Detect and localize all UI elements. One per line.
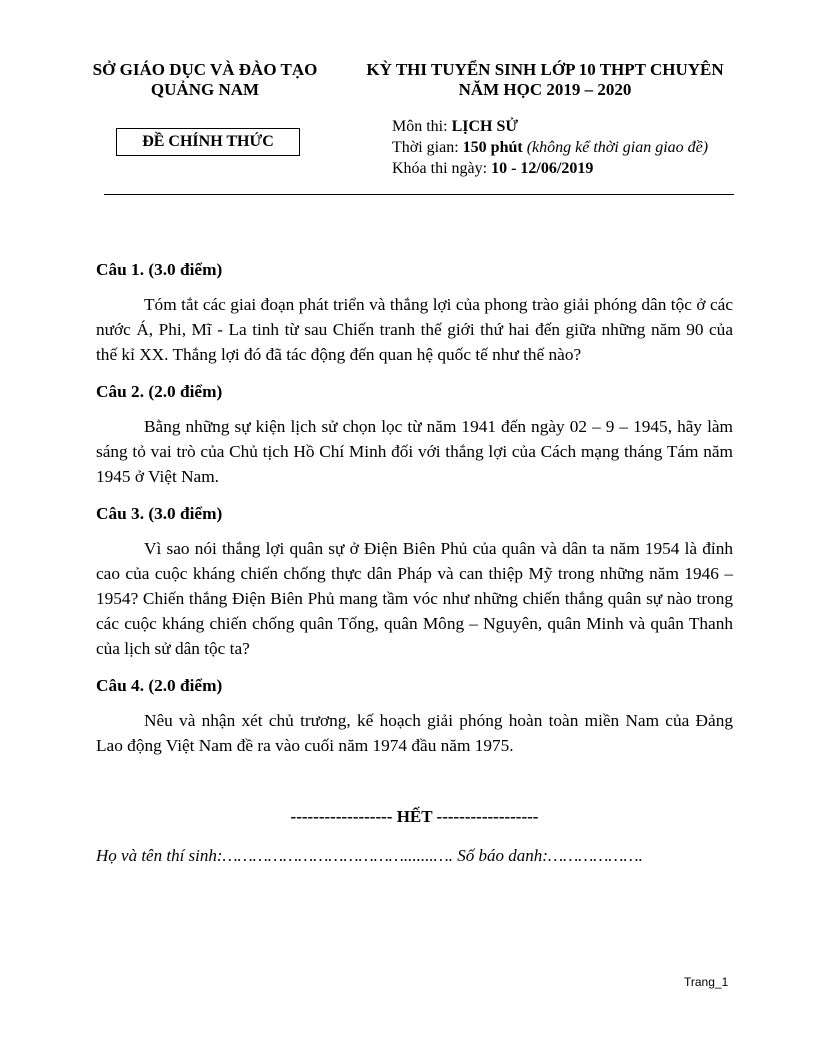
time-line	[392, 137, 708, 158]
candidate-name-field: Họ và tên thí sinh:……………………………….......….	[96, 846, 454, 865]
page-number: Trang_1	[684, 975, 729, 989]
time-value: 150 phút	[462, 139, 523, 156]
question-2-text: Bằng những sự kiện lịch sử chọn lọc từ năm 1941 đến ngày 02 – 9 – 1945, hãy làm sáng tỏ vai trò của Chủ tịch Hồ Chí Minh đối với thắng lợi của Cách mạng tháng Tám năm 1945 ở Việt Nam.	[96, 417, 733, 486]
question-1-title: Câu 1. (3.0 điểm)	[96, 260, 223, 279]
question-2-title: Câu 2. (2.0 điểm)	[96, 382, 223, 401]
official-exam-label: ĐỀ CHÍNH THỨC	[116, 128, 300, 156]
date-line	[392, 158, 708, 179]
subject-line	[392, 116, 708, 137]
exam-title-line1: KỲ THI TUYỂN SINH LỚP 10 THPT CHUYÊN	[366, 60, 724, 79]
date-label: Khóa thi ngày:	[392, 160, 492, 177]
department-name: SỞ GIÁO DỤC VÀ ĐÀO TẠO	[92, 60, 318, 79]
date-value: 10 - 12/06/2019	[491, 160, 594, 177]
header-divider	[104, 194, 734, 195]
time-note: (không kể thời gian giao đề)	[522, 139, 709, 156]
candidate-info-line	[96, 846, 756, 866]
candidate-id-field: Số báo danh:……………….	[453, 846, 643, 865]
time-label: Thời gian:	[392, 139, 463, 156]
question-3-title: Câu 3. (3.0 điểm)	[96, 504, 223, 523]
question-1-text: Tóm tắt các giai đoạn phát triển và thắng lợi của phong trào giải phóng dân tộc ở các nước Á, Phi, Mĩ - La tinh từ sau Chiến tranh thế giới thứ hai đến giữa những năm 90 của thế kỉ XX. Thắng lợi đó đã tác động đến quan hệ quốc tế như thế nào?	[96, 295, 733, 364]
question-4-title: Câu 4. (2.0 điểm)	[96, 676, 223, 695]
exam-title	[350, 60, 740, 100]
department-header	[70, 60, 340, 100]
province-name: QUẢNG NAM	[150, 80, 260, 99]
exam-title-line2: NĂM HỌC 2019 – 2020	[458, 80, 632, 99]
question-4-text: Nêu và nhận xét chủ trương, kế hoạch giải phóng hoàn toàn miền Nam của Đảng Lao động Việt Nam đề ra vào cuối năm 1974 đầu năm 1975.	[96, 711, 733, 755]
subject-value: LỊCH SỬ	[451, 118, 519, 135]
subject-label: Môn thi:	[392, 118, 452, 135]
questions-section	[96, 257, 733, 770]
question-3-text: Vì sao nói thắng lợi quân sự ở Điện Biên Phủ của quân và dân ta năm 1954 là đỉnh cao của cuộc kháng chiến chống thực dân Pháp và can thiệp Mỹ trong những năm 1946 – 1954? Chiến thắng Điện Biên Phủ mang tầm vóc như những chiến thắng quân sự nào trong các cuộc kháng chiến chống quân Tống, quân Mông – Nguyên, quân Minh và quân Thanh của lịch sử dân tộc ta?	[96, 539, 733, 658]
exam-info	[392, 116, 708, 179]
end-marker: ------------------ HẾT ------------------	[290, 807, 539, 826]
